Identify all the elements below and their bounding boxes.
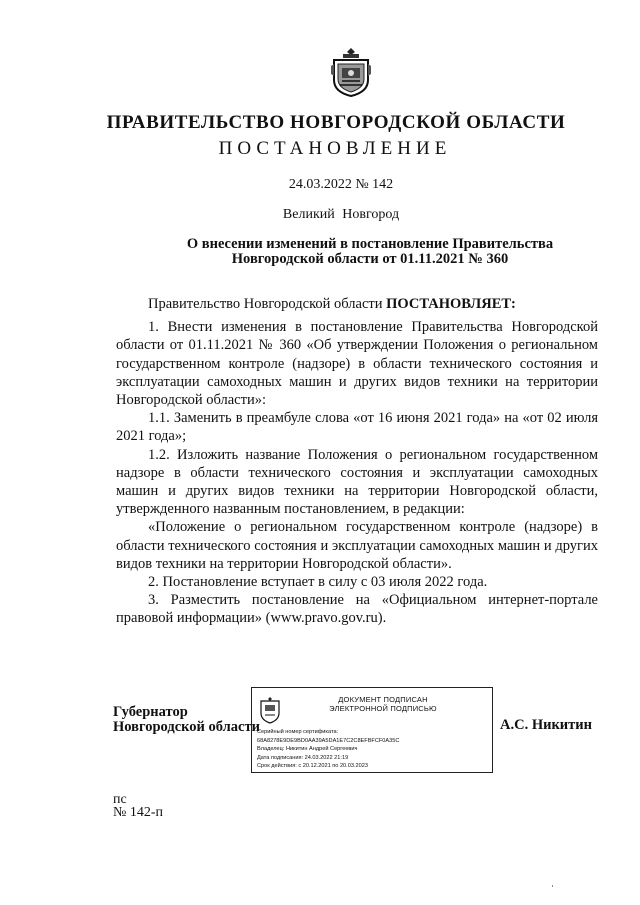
document-subject [150, 237, 590, 267]
stamp-emblem-icon [258, 696, 282, 724]
stamp-cert-number: 68A8278E9DE9BD0AA39A5DA1E7C2C8EFBFCF0A35C [257, 737, 400, 744]
paragraph-1-2: 1.2. Изложить название Положения о региональном государственном надзоре в области технического состояния и эксплуатации самоходных машин и других видов техники на территории Новгородской области, утвержденного названным постановлением, в редакции: [116, 446, 598, 518]
paragraph-3: 3. Разместить постановление на «Официальном интернет-портале правовой информации» (www.pravo.gov.ru). [116, 592, 598, 627]
footer-notes [113, 793, 163, 819]
city: Великий Новгород [282, 207, 400, 222]
paragraph-1: 1. Внести изменения в постановление Правительства Новгородской области от 01.11.2021 № 360 «Об утверждении Положения о региональном государственном контроле (надзоре) в области технического состояния и эксплуатации самоходных машин и других видов техники на территории Новгородской области»: [116, 319, 598, 409]
stamp-signed-date: Дата подписания: 24.03.2022 21:19 [257, 754, 349, 761]
stamp-heading [288, 695, 478, 713]
stamp-validity: Срок действия: с 20.12.2021 по 20.03.2023 [257, 763, 368, 770]
document-type: ПОСТАНОВЛЕНИЕ [218, 138, 452, 159]
coat-of-arms-emblem [329, 46, 373, 98]
stamp-details [257, 728, 489, 771]
government-name: ПРАВИТЕЛЬСТВО НОВГОРОДСКОЙ ОБЛАСТИ [106, 112, 566, 133]
intro-resolves: ПОСТАНОВЛЯЕТ: [386, 296, 516, 312]
resolution-body [116, 295, 598, 628]
electronic-signature-stamp [251, 687, 493, 773]
signatory-title-line-2: Новгородской области [113, 719, 260, 735]
stamp-owner: Владелец: Никитин Андрей Сергеевич [257, 746, 358, 753]
subject-line-1: О внесении изменений в постановление Правительства [186, 236, 554, 252]
date-and-number: 24.03.2022 № 142 [288, 177, 394, 192]
quoted-title: «Положение о региональном государственном контроле (надзоре) в области технического состояния и эксплуатации самоходных машин и других видов техники на территории Новгородской области». [116, 519, 598, 572]
stamp-heading-line-1: ДОКУМЕНТ ПОДПИСАН [338, 695, 428, 704]
stamp-heading-line-2: ЭЛЕКТРОННОЙ ПОДПИСЬЮ [329, 704, 437, 713]
signatory-title [113, 705, 260, 735]
paragraph-1-1: 1.1. Заменить в преамбуле слова «от 16 июня 2021 года» на «от 02 июля 2021 года»; [116, 410, 598, 445]
signatory-title-line-1: Губернатор [113, 704, 188, 720]
scan-speck [552, 885, 553, 887]
footer-number: № 142-п [113, 805, 164, 820]
signatory-name: А.С. Никитин [500, 717, 592, 733]
intro-paragraph [116, 295, 598, 313]
paragraph-2: 2. Постановление вступает в силу с 03 июля 2022 года. [148, 574, 488, 591]
intro-text: Правительство Новгородской области [148, 296, 387, 312]
footer-code: пс [113, 792, 127, 807]
stamp-cert-label: Серийный номер сертификата: [257, 729, 339, 735]
subject-line-2: Новгородской области от 01.11.2021 № 360 [231, 251, 509, 267]
